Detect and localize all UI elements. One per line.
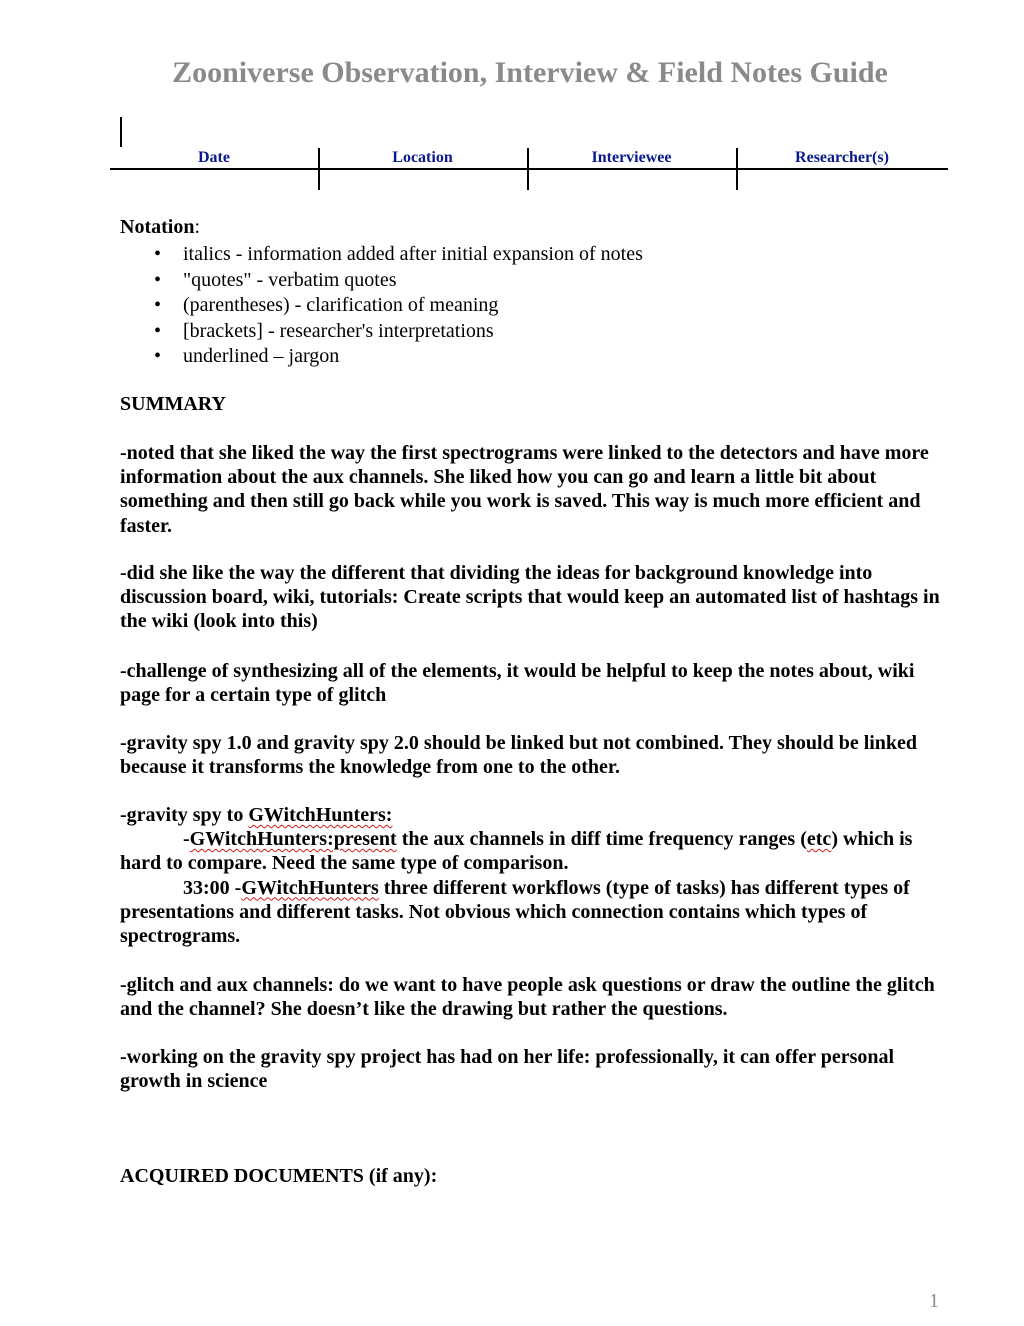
list-item: • "quotes" - verbatim quotes — [120, 268, 643, 294]
page-number: 1 — [929, 1290, 939, 1312]
notation-list — [120, 242, 643, 370]
list-item: • italics - information added after initial expansion of notes — [120, 242, 643, 268]
text-run: the aux channels in diff time frequency ranges ( — [396, 828, 807, 851]
text-run: -gravity spy to — [120, 804, 249, 826]
page-title: Zooniverse Observation, Interview & Field Notes Guide — [172, 56, 888, 89]
acquired-documents-heading: ACQUIRED DOCUMENTS (if any): — [120, 1165, 438, 1187]
list-item: • (parentheses) - clarification of meaning — [120, 293, 643, 319]
gwitch-line — [120, 827, 940, 875]
summary-heading: SUMMARY — [120, 393, 226, 415]
text-run: three different workflows (type of tasks) has different types of presentations and different tasks. Not obvious which connection contains which types of spectrograms. — [120, 876, 910, 948]
summary-paragraph-gwitch — [120, 803, 940, 948]
summary-paragraph: -did she like the way the different that dividing the ideas for background knowledge into discussion board, wiki, tutorials: Create scripts that would keep an automated list of hashtags in the wiki (look into this) — [120, 562, 940, 633]
gwitch-line — [120, 803, 940, 827]
list-item: • underlined – jargon — [120, 344, 643, 370]
list-item: • [brackets] - researcher's interpretations — [120, 319, 643, 345]
header-interviewee: Interviewee — [591, 149, 672, 166]
notation-label — [120, 216, 200, 239]
text-run: 33:00 - — [183, 876, 242, 899]
header-table — [110, 146, 948, 190]
text-run: ) which is hard to compare. Need the same type of comparison. — [120, 828, 913, 875]
notation-colon: : — [194, 216, 201, 238]
text-cursor — [120, 117, 122, 147]
summary-paragraph: -gravity spy 1.0 and gravity spy 2.0 should be linked but not combined. They should be linked because it transforms the knowledge from one to the other. — [120, 732, 918, 779]
notation-label-text: Notation — [120, 216, 195, 238]
header-date: Date — [198, 149, 230, 166]
text-run: etc — [806, 828, 832, 851]
summary-paragraph: -noted that she liked the way the first spectrograms were linked to the detectors and have more information about the aux channels. She liked how you can go and learn a little bit about something and then still go back while you work is saved. This way is much more efficient and faster. — [120, 442, 929, 537]
header-researchers: Researcher(s) — [795, 149, 889, 166]
text-run: GWitchHunters: — [248, 804, 393, 826]
header-rule — [110, 168, 948, 170]
text-run: GWitchHunters:present — [189, 828, 397, 851]
text-run: GWitchHunters — [241, 876, 379, 899]
header-location: Location — [392, 149, 453, 166]
summary-paragraph: -challenge of synthesizing all of the elements, it would be helpful to keep the notes about, wiki page for a certain type of glitch — [120, 660, 915, 707]
summary-paragraph: -glitch and aux channels: do we want to have people ask questions or draw the outline the glitch and the channel? She doesn’t like the drawing but rather the questions. — [120, 974, 935, 1021]
text-run: - — [183, 828, 190, 851]
gwitch-line — [120, 876, 940, 949]
summary-paragraph: -working on the gravity spy project has had on her life: professionally, it can offer personal growth in science — [120, 1046, 895, 1093]
